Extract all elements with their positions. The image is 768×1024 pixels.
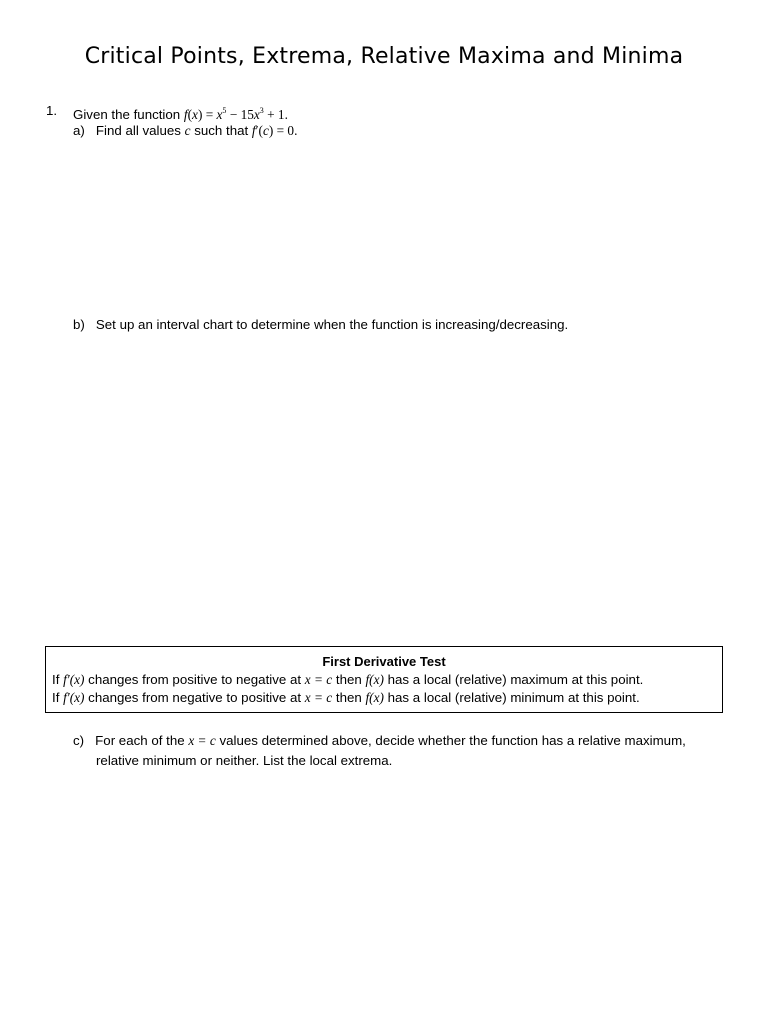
rule-xc: x = c [304, 690, 333, 705]
rule-then: then [335, 672, 362, 687]
part-a-text-after: such that [194, 123, 249, 138]
rule-then: then [335, 690, 362, 705]
part-b [73, 316, 568, 334]
part-c-math: x = c [188, 733, 216, 748]
part-c [73, 732, 686, 750]
test-rule-max [52, 672, 643, 688]
part-b-text: Set up an interval chart to determine when the function is increasing/decreasing. [95, 317, 569, 332]
part-c-line1-before: For each of the [95, 733, 185, 748]
first-derivative-test-title: First Derivative Test [322, 654, 446, 669]
page-title: Critical Points, Extrema, Relative Maxima and Minima [84, 44, 684, 69]
rule-end: has a local (relative) maximum at this point. [387, 672, 644, 687]
rule-fprime: f′(x) [63, 690, 85, 705]
part-c-line1-after: values determined above, decide whether the function has a relative maximum, [219, 733, 686, 748]
first-derivative-test-box [45, 646, 723, 713]
rule-mid: changes from positive to negative at [88, 672, 302, 687]
rule-fx: f(x) [365, 690, 384, 705]
rule-xc: x = c [304, 672, 333, 687]
intro-text: Given the function [73, 107, 181, 122]
rule-end: has a local (relative) minimum at this point. [387, 690, 640, 705]
part-a-math: f′(c) = 0. [251, 123, 298, 138]
part-a-text-before: Find all values [95, 123, 181, 138]
part-c-line2: relative minimum or neither. List the local extrema. [96, 753, 393, 768]
part-b-label: b) [73, 317, 85, 332]
rule-if: If [52, 690, 60, 705]
part-c-label: c) [73, 733, 85, 748]
part-a-label: a) [73, 123, 85, 138]
rule-mid: changes from negative to positive at [88, 690, 302, 705]
part-a [73, 122, 297, 140]
rule-fprime: f′(x) [63, 672, 85, 687]
question-number: 1. [46, 103, 58, 118]
part-a-var: c [184, 123, 191, 138]
function-expression: $f(x) = x^5 - 15x^3 + 1$. [183, 106, 288, 122]
rule-fx: f(x) [365, 672, 384, 687]
test-rule-min [52, 690, 640, 706]
question-intro [73, 102, 288, 124]
rule-if: If [52, 672, 60, 687]
